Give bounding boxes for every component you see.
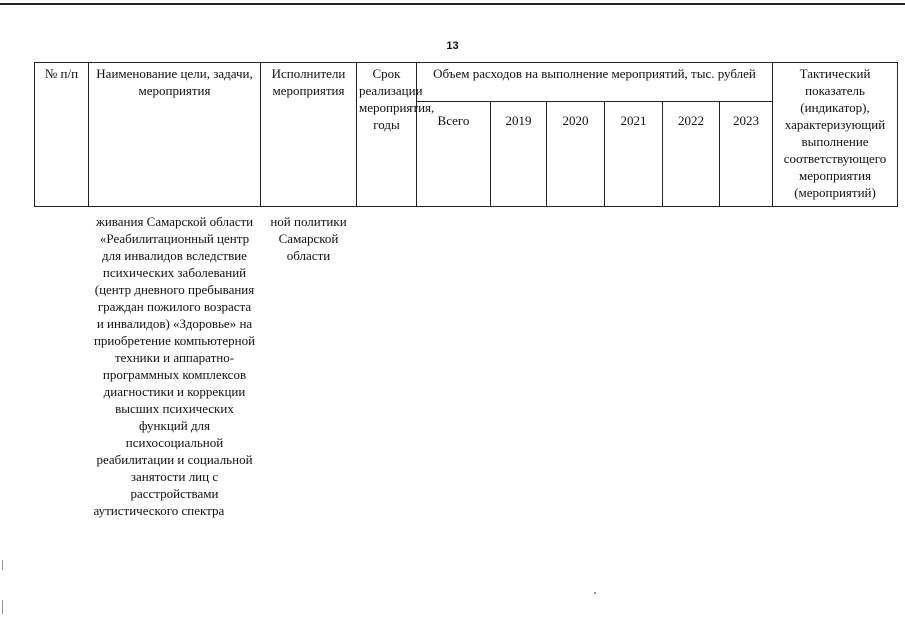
header-total: Всего xyxy=(417,102,491,207)
row-2021 xyxy=(605,207,663,522)
page-number: 13 xyxy=(446,40,459,52)
row-num xyxy=(35,207,89,522)
row-executors: ной политики Самарской области xyxy=(270,214,347,263)
header-indicator: Тактический показатель (индикатор), характеризующий выполнение соответствующего мероприятия (мероприятий) xyxy=(773,63,898,207)
scan-edge-mark xyxy=(2,600,3,614)
row-2020 xyxy=(547,207,605,522)
header-volume: Объем расходов на выполнение мероприятий, тыс. рублей xyxy=(417,63,773,102)
row-term xyxy=(357,207,417,522)
header-term: Срок реализации мероприятия, годы xyxy=(357,63,417,207)
header-year-2020: 2020 xyxy=(547,102,605,207)
row-indicator xyxy=(773,207,898,522)
scan-edge-mark xyxy=(2,560,3,570)
scan-speck xyxy=(594,592,596,594)
table-row xyxy=(35,207,898,522)
header-name: Наименование цели, задачи, мероприятия xyxy=(89,63,261,207)
header-row-1 xyxy=(35,63,898,102)
row-2023 xyxy=(720,207,773,522)
header-year-2022: 2022 xyxy=(663,102,720,207)
row-2022 xyxy=(663,207,720,522)
row-total xyxy=(417,207,491,522)
activities-table xyxy=(34,62,898,521)
header-year-2023: 2023 xyxy=(720,102,773,207)
top-border-rule xyxy=(0,3,905,5)
header-year-2021: 2021 xyxy=(605,102,663,207)
row-name: живания Самарской области «Реабилитационный центр для инвалидов вследствие психических заболеваний (центр дневного пребывания граждан пожилого возраста и инвалидов) «Здоровье» на приобретение компьютерной техники и аппаратно-программных комплексов диагностики и коррекции высших психических функций для психосоциальной реабилитации и социальной занятости лиц с расстройствами аутистического спектра xyxy=(93,214,256,518)
header-executors: Исполнители мероприятия xyxy=(261,63,357,207)
header-num: № п/п xyxy=(35,63,89,207)
row-2019 xyxy=(491,207,547,522)
header-year-2019: 2019 xyxy=(491,102,547,207)
